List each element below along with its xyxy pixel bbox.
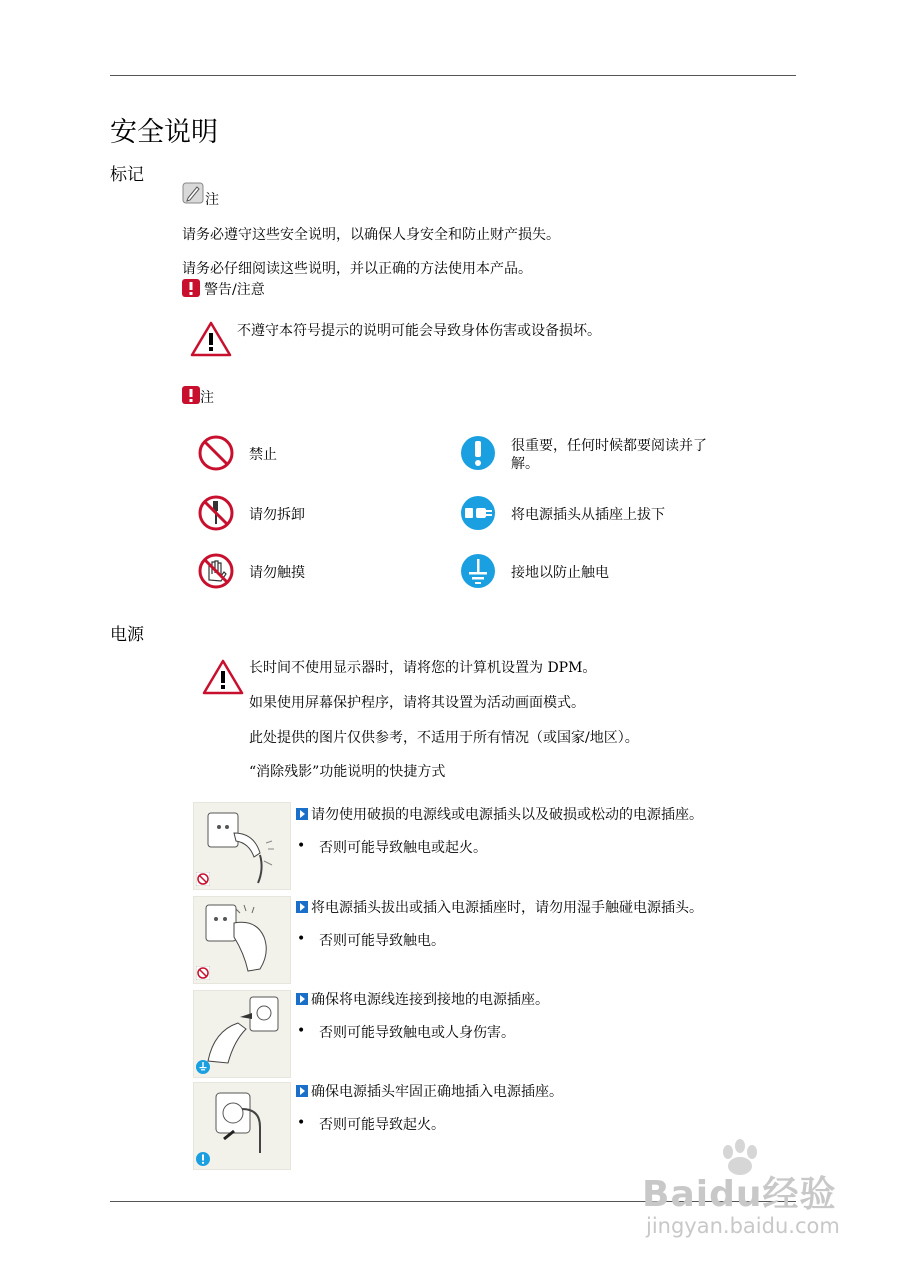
ground-icon <box>459 552 497 590</box>
warning-text: 不遵守本符号提示的说明可能会导致身体伤害或设备损坏。 <box>237 323 601 339</box>
prohibited-icon <box>196 966 210 980</box>
warning-badge-icon <box>182 279 200 297</box>
symbol-label-ground: 接地以防止触电 <box>511 565 609 581</box>
power-item-2-bullet: 否则可能导致触电。 <box>319 933 445 949</box>
important-icon <box>459 434 497 472</box>
symbol-label-unplug: 将电源插头从插座上拔下 <box>511 507 665 523</box>
symbol-label-no-disassemble: 请勿拆卸 <box>249 507 305 523</box>
symbol-label-important: 很重要，任何时候都要阅读并了解。 <box>511 438 707 472</box>
important-icon <box>196 1152 210 1166</box>
note-line-2: 请务必仔细阅读这些说明，并以正确的方法使用本产品。 <box>182 261 532 277</box>
power-note-1: 长时间不使用显示器时，请将您的计算机设置为 DPM。 <box>249 660 597 676</box>
ground-icon <box>196 1060 210 1074</box>
power-item-3-text: 确保将电源线连接到接地的电源插座。 <box>311 992 549 1008</box>
bullet-dot: • <box>297 1115 306 1131</box>
note-label: 注 <box>205 192 219 208</box>
note-line-1: 请务必遵守这些安全说明，以确保人身安全和防止财产损失。 <box>182 227 560 243</box>
power-item-4-text: 确保电源插头牢固正确地插入电源插座。 <box>311 1084 563 1100</box>
bullet-dot: • <box>297 1023 306 1039</box>
section-heading-marks: 标记 <box>110 165 144 185</box>
bullet-dot: • <box>297 931 306 947</box>
power-item-2-text: 将电源插头拔出或插入电源插座时，请勿用湿手触碰电源插头。 <box>311 900 703 916</box>
illustration-grounded-outlet <box>193 990 291 1078</box>
power-note-4-link[interactable]: “消除残影”功能说明的快捷方式 <box>249 764 446 780</box>
watermark-brand: Baidu经验 <box>642 1174 837 1215</box>
illustration-plug-insert <box>193 1082 291 1170</box>
page-title: 安全说明 <box>110 117 218 148</box>
power-note-3: 此处提供的图片仅供参考，不适用于所有情况（或国家/地区）。 <box>249 730 639 746</box>
illustration-wet-hands <box>193 896 291 984</box>
note-badge-icon <box>182 386 200 404</box>
note2-label: 注 <box>200 390 214 406</box>
power-item-1-text: 请勿使用破损的电源线或电源插头以及破损或松动的电源插座。 <box>311 807 703 823</box>
caution-triangle-icon <box>190 320 232 358</box>
watermark-url: jingyan.baidu.com <box>646 1214 840 1238</box>
bullet-dot: • <box>297 838 306 854</box>
note-pencil-icon <box>182 182 204 204</box>
arrow-marker-icon <box>296 1085 308 1097</box>
top-divider <box>110 75 796 76</box>
warning-label: 警告/注意 <box>204 282 265 298</box>
symbol-label-prohibited: 禁止 <box>249 447 277 463</box>
unplug-icon <box>459 494 497 532</box>
caution-triangle-icon <box>202 658 244 696</box>
no-touch-icon <box>197 552 235 590</box>
power-item-1-bullet: 否则可能导致触电或起火。 <box>319 840 487 856</box>
prohibited-icon <box>196 872 210 886</box>
power-item-4-title <box>296 1083 563 1101</box>
illustration-damaged-cord <box>193 802 291 890</box>
power-note-2: 如果使用屏幕保护程序，请将其设置为活动画面模式。 <box>249 695 585 711</box>
section-heading-power: 电源 <box>110 625 144 645</box>
power-item-3-bullet: 否则可能导致触电或人身伤害。 <box>319 1025 515 1041</box>
arrow-marker-icon <box>296 808 308 820</box>
arrow-marker-icon <box>296 993 308 1005</box>
prohibited-icon <box>197 434 235 472</box>
power-item-4-bullet: 否则可能导致起火。 <box>319 1117 445 1133</box>
no-disassemble-icon <box>197 494 235 532</box>
arrow-marker-icon <box>296 901 308 913</box>
symbol-label-no-touch: 请勿触摸 <box>249 565 305 581</box>
power-item-2-title <box>296 899 703 917</box>
power-item-1-title <box>296 806 703 824</box>
power-item-3-title <box>296 991 549 1009</box>
